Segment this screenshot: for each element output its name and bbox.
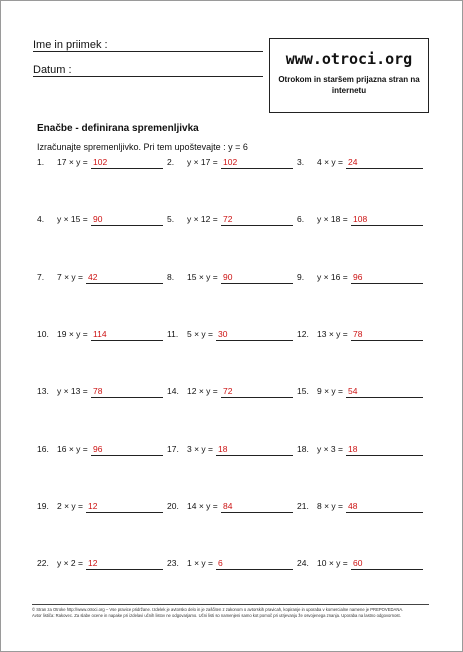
problem-number: 21. (297, 501, 309, 511)
problem-number: 7. (37, 272, 45, 282)
problem-expression: 7 × y = (57, 272, 83, 282)
problem-number: 11. (167, 329, 179, 339)
problem-expression: 4 × y = (317, 157, 343, 167)
problem-number: 22. (37, 558, 49, 568)
problem-number: 1. (37, 157, 45, 167)
problem-item (37, 272, 163, 286)
problem-item (167, 501, 293, 515)
answer-field[interactable]: 12 (86, 501, 163, 513)
problem-item (167, 329, 293, 343)
footer-line-2: Avtor lističa: Rakovec. Za slabe ocene in napake pri izdelavi učnih listov ne odgovarjamo. Učni listi so namenjeni samo kot pomoč pri utrjevanju že osvojenega znanja. Uporaba na lastno odgovornost. (32, 613, 401, 618)
problem-item (297, 329, 423, 343)
name-line (33, 51, 263, 52)
problem-expression: 14 × y = (187, 501, 218, 511)
problem-expression: y × 15 = (57, 214, 88, 224)
footer-notice (32, 607, 429, 619)
problem-expression: y × 16 = (317, 272, 348, 282)
problem-item (167, 444, 293, 458)
answer-field[interactable]: 96 (91, 444, 163, 456)
problem-expression: 8 × y = (317, 501, 343, 511)
problem-item (167, 157, 293, 171)
problem-grid (37, 157, 437, 577)
problem-number: 2. (167, 157, 175, 167)
answer-field[interactable]: 54 (346, 386, 423, 398)
problem-item (297, 501, 423, 515)
answer-field[interactable]: 84 (221, 501, 293, 513)
problem-expression: y × 2 = (57, 558, 83, 568)
problem-number: 18. (297, 444, 309, 454)
problem-expression: y × 18 = (317, 214, 348, 224)
problem-expression: 2 × y = (57, 501, 83, 511)
problem-expression: 15 × y = (187, 272, 218, 282)
problem-number: 19. (37, 501, 49, 511)
site-logo-box (269, 38, 429, 113)
answer-field[interactable]: 18 (216, 444, 293, 456)
problem-item (37, 329, 163, 343)
site-logo-title: www.otroci.org (285, 50, 413, 68)
problem-item (37, 386, 163, 400)
problem-item (37, 214, 163, 228)
problem-expression: y × 12 = (187, 214, 218, 224)
answer-field[interactable]: 42 (86, 272, 163, 284)
problem-expression: 19 × y = (57, 329, 88, 339)
problem-number: 15. (297, 386, 309, 396)
problem-item (167, 386, 293, 400)
problem-item (37, 501, 163, 515)
problem-item (297, 386, 423, 400)
date-label: Datum : (33, 64, 72, 76)
problem-number: 24. (297, 558, 309, 568)
problem-number: 3. (297, 157, 305, 167)
site-logo-tagline: Otrokom in staršem prijazna stran na internetu (278, 75, 420, 95)
problem-number: 5. (167, 214, 175, 224)
problem-number: 17. (167, 444, 179, 454)
sheet-title: Enačbe - definirana spremenljivka (37, 123, 199, 134)
answer-field[interactable]: 72 (221, 214, 293, 226)
problem-item (37, 558, 163, 572)
problem-expression: 10 × y = (317, 558, 348, 568)
problem-expression: y × 13 = (57, 386, 88, 396)
answer-field[interactable]: 102 (221, 157, 293, 169)
problem-expression: 1 × y = (187, 558, 213, 568)
footer-divider (32, 604, 429, 605)
answer-field[interactable]: 12 (86, 558, 163, 570)
answer-field[interactable]: 78 (91, 386, 163, 398)
answer-field[interactable]: 78 (351, 329, 423, 341)
problem-item (297, 272, 423, 286)
answer-field[interactable]: 6 (216, 558, 293, 570)
problem-expression: 16 × y = (57, 444, 88, 454)
problem-expression: 9 × y = (317, 386, 343, 396)
problem-number: 12. (297, 329, 309, 339)
problem-number: 10. (37, 329, 49, 339)
answer-field[interactable]: 18 (346, 444, 423, 456)
problem-number: 14. (167, 386, 179, 396)
footer-line-1: © Stran za Otroke http://www.otroci.org – Vse pravice pridržane. Izdelek je avtorsko delo in je zaščiten z zakonom o avtorskih pravicah, kopiranje in uporaba v komercialne namene je PREPOVEDANA. (32, 607, 404, 612)
problem-item (37, 157, 163, 171)
problem-item (297, 214, 423, 228)
answer-field[interactable]: 114 (91, 329, 163, 341)
date-line (33, 76, 263, 77)
problem-expression: 5 × y = (187, 329, 213, 339)
problem-number: 6. (297, 214, 305, 224)
problem-item (297, 444, 423, 458)
problem-item (297, 157, 423, 171)
instructions: Izračunajte spremenljivko. Pri tem upoštevajte : y = 6 (37, 142, 248, 152)
problem-number: 23. (167, 558, 179, 568)
problem-number: 9. (297, 272, 305, 282)
answer-field[interactable]: 102 (91, 157, 163, 169)
answer-field[interactable]: 24 (346, 157, 423, 169)
problem-number: 13. (37, 386, 49, 396)
answer-field[interactable]: 90 (221, 272, 293, 284)
problem-expression: 3 × y = (187, 444, 213, 454)
problem-number: 16. (37, 444, 49, 454)
problem-number: 20. (167, 501, 179, 511)
problem-number: 4. (37, 214, 45, 224)
answer-field[interactable]: 108 (351, 214, 423, 226)
answer-field[interactable]: 60 (351, 558, 423, 570)
problem-expression: 12 × y = (187, 386, 218, 396)
answer-field[interactable]: 72 (221, 386, 293, 398)
problem-expression: y × 17 = (187, 157, 218, 167)
problem-expression: 13 × y = (317, 329, 348, 339)
problem-item (167, 214, 293, 228)
problem-number: 8. (167, 272, 175, 282)
problem-item (167, 558, 293, 572)
problem-item (167, 272, 293, 286)
problem-item (37, 444, 163, 458)
problem-item (297, 558, 423, 572)
answer-field[interactable]: 96 (351, 272, 423, 284)
answer-field[interactable]: 48 (346, 501, 423, 513)
problem-expression: y × 3 = (317, 444, 343, 454)
problem-expression: 17 × y = (57, 157, 88, 167)
answer-field[interactable]: 90 (91, 214, 163, 226)
name-label: Ime in priimek : (33, 39, 108, 51)
answer-field[interactable]: 30 (216, 329, 293, 341)
